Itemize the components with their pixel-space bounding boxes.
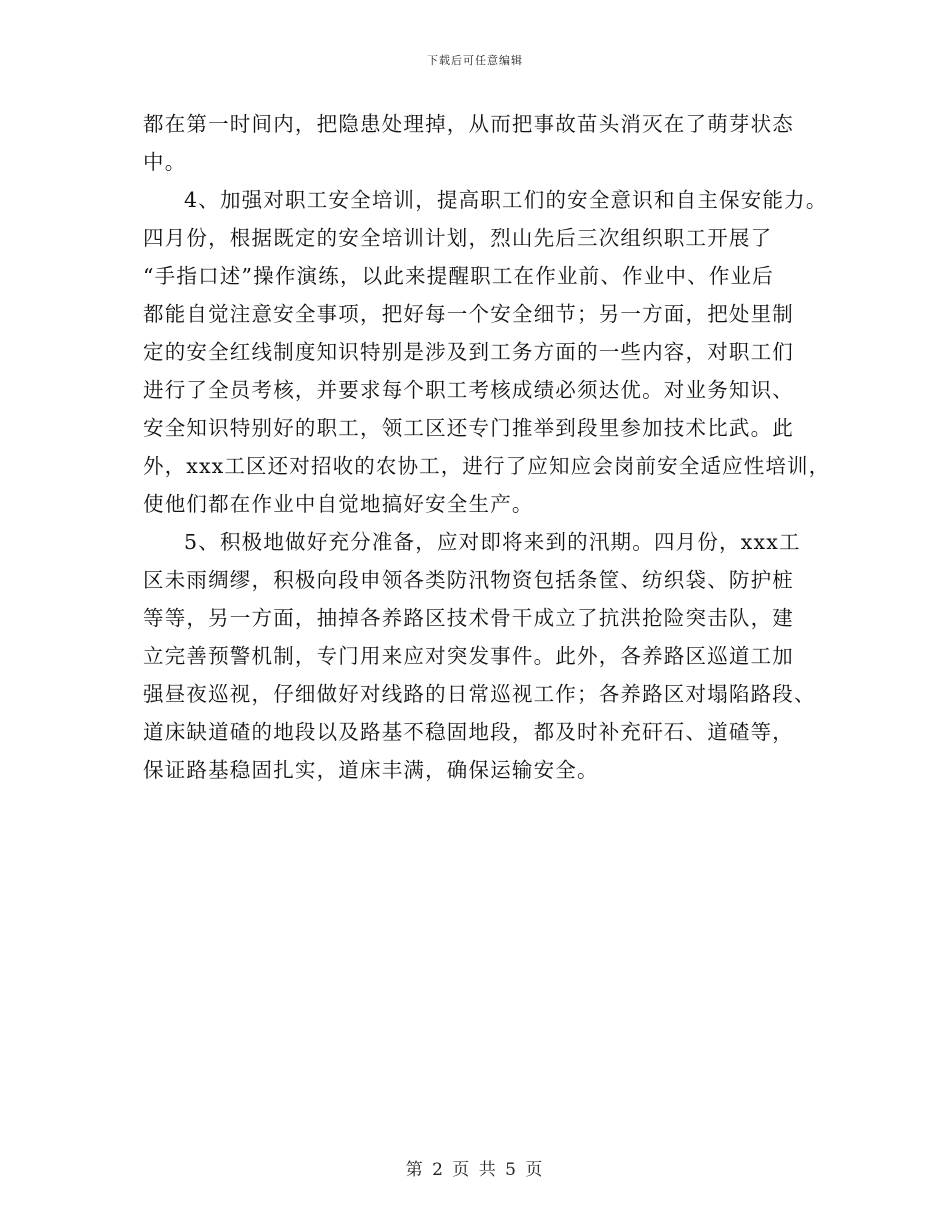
text-line: 区未雨绸缪，积极向段申领各类防汛物资包括条筐、纺织袋、防护桩 — [143, 568, 794, 592]
text-line: 安全知识特别好的职工，领工区还专门推举到段里参加技术比武。此 — [143, 416, 794, 440]
text-line: 外，xxx工区还对招收的农协工，进行了应知应会岗前安全适应性培训， — [143, 454, 831, 478]
text-line: 定的安全红线制度知识特别是涉及到工务方面的一些内容，对职工们 — [143, 340, 794, 364]
text-line: 都能自觉注意安全事项，把好每一个安全细节；另一方面，把处里制 — [143, 302, 794, 326]
text-line: 道床缺道碴的地段以及路基不稳固地段，都及时补充矸石、道碴等， — [143, 720, 794, 744]
page-header: 下载后可任意编辑 — [427, 54, 523, 67]
text-line: 4、加强对职工安全培训，提高职工们的安全意识和自主保安能力。 — [184, 188, 828, 212]
text-line: 进行了全员考核，并要求每个职工考核成绩必须达优。对业务知识、 — [143, 378, 794, 402]
text-line: “手指口述”操作演练，以此来提醒职工在作业前、作业中、作业后 — [143, 264, 774, 288]
text-line: 使他们都在作业中自觉地搞好安全生产。 — [143, 492, 534, 516]
page-number-footer: 第 2 页 共 5 页 — [405, 1160, 545, 1180]
text-line: 立完善预警机制，专门用来应对突发事件。此外，各养路区巡道工加 — [143, 644, 794, 668]
text-line: 保证路基稳固扎实，道床丰满，确保运输安全。 — [143, 758, 599, 782]
text-line: 中。 — [143, 150, 187, 174]
text-line: 5、积极地做好充分准备，应对即将来到的汛期。四月份，xxx工 — [184, 530, 801, 554]
text-line: 四月份，根据既定的安全培训计划，烈山先后三次组织职工开展了 — [143, 226, 773, 250]
text-line: 都在第一时间内，把隐患处理掉，从而把事故苗头消灭在了萌芽状态 — [143, 112, 794, 136]
text-line: 等等，另一方面，抽掉各养路区技术骨干成立了抗洪抢险突击队，建 — [143, 606, 794, 630]
text-line: 强昼夜巡视，仔细做好对线路的日常巡视工作；各养路区对塌陷路段、 — [143, 682, 816, 706]
